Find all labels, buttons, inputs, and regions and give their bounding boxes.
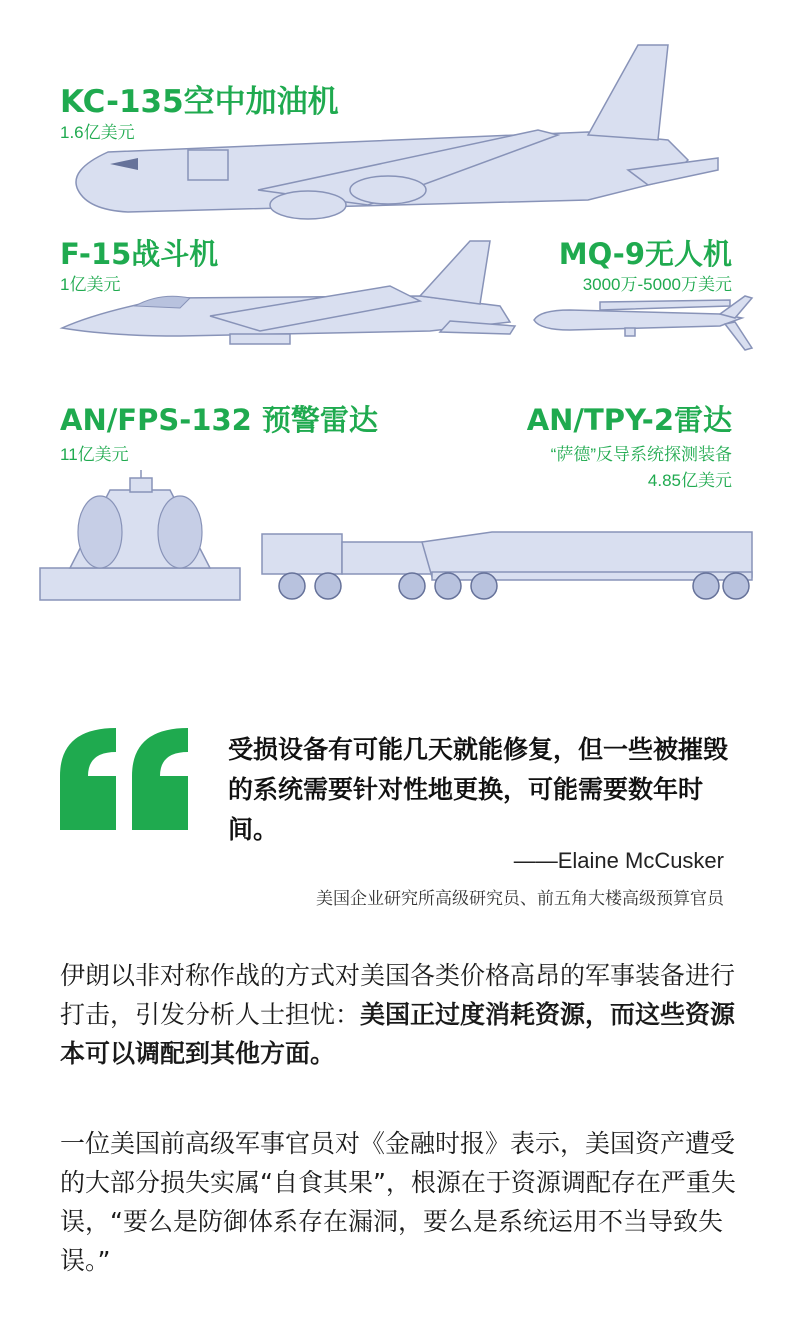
quote-text: 受损设备有可能几天就能修复，但一些被摧毁的系统需要针对性地更换，可能需要数年时间。 (228, 735, 729, 844)
quote-author-title: 美国企业研究所高级研究员、前五角大楼高级预算官员 (316, 889, 724, 909)
mq9-drone-illustration (530, 292, 760, 354)
quote-mark-icon (60, 728, 190, 830)
mq9-price: 3000万-5000万美元 (582, 275, 732, 294)
anfps132-title: AN/FPS-132 预警雷达 (60, 403, 378, 437)
kc135-tanker-illustration (68, 40, 728, 230)
paragraph-2 (60, 1124, 746, 1280)
quote-author: ——Elaine McCusker (513, 848, 724, 873)
f15-title: F-15战斗机 (60, 237, 219, 271)
paragraph-1-text: 伊朗以非对称作战的方式对美国各类价格高昂的军事装备进行打击，引发分析人士担忧： (60, 961, 736, 1029)
f15-fighter-illustration (60, 236, 520, 356)
thaad-radar-truck-illustration (262, 522, 760, 604)
paragraph-1-bold: 美国正过度消耗资源，而这些资源本可以调配到其他方面。 (60, 1000, 736, 1068)
early-warning-radar-illustration (40, 470, 240, 602)
antpy2-price: 4.85亿美元 (647, 471, 732, 490)
antpy2-title: AN/TPY-2雷达 (526, 403, 732, 437)
f15-price: 1亿美元 (60, 275, 121, 294)
kc135-price: 1.6亿美元 (60, 123, 135, 142)
anfps132-price: 11亿美元 (60, 445, 129, 464)
antpy2-subtitle: “萨德”反导系统探测装备 (550, 445, 732, 464)
mq9-title: MQ-9无人机 (558, 237, 732, 271)
paragraph-2-text: 一位美国前高级军事官员对《金融时报》表示，美国资产遭受的大部分损失实属“自食其果”，根源在于资源调配存在严重失误，“要么是防御体系存在漏洞，要么是系统运用不当导致失误。” (60, 1129, 736, 1275)
paragraph-1 (60, 956, 746, 1073)
kc135-title: KC-135空中加油机 (60, 84, 339, 120)
